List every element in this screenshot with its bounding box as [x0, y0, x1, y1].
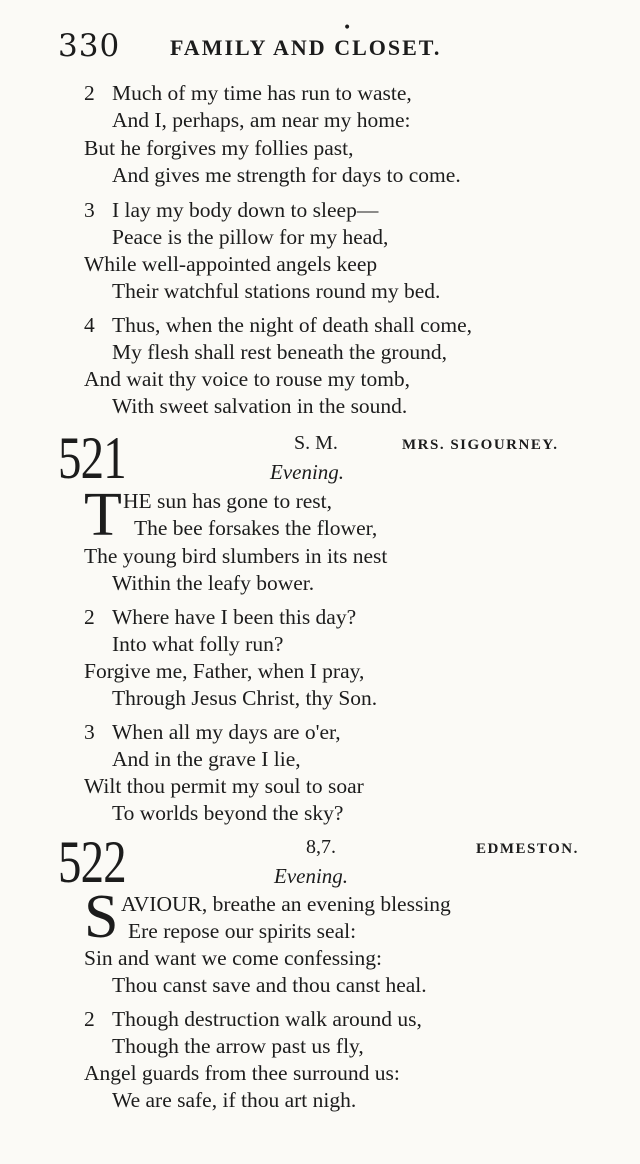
verse-number: 4	[84, 313, 95, 337]
hymn-meter: 8,7.	[306, 836, 336, 858]
verse-line: While well-appointed angels keep	[84, 252, 378, 276]
verse-line: Though the arrow past us fly,	[112, 1034, 364, 1058]
verse-line: 3 When all my days are o'er,	[84, 720, 341, 744]
verse-line: Thou canst save and thou canst heal.	[112, 973, 427, 997]
page-number: 330	[58, 28, 121, 64]
verse-line: We are safe, if thou art nigh.	[112, 1088, 357, 1112]
hymn-number: 521	[58, 425, 126, 491]
verse-line: 2 Much of my time has run to waste,	[84, 81, 412, 105]
hymn-author: MRS. SIGOURNEY.	[402, 437, 559, 453]
verse-line: The bee forsakes the flower,	[134, 516, 378, 540]
running-head: FAMILY AND CLOSET.	[170, 35, 442, 60]
drop-cap: S	[84, 883, 119, 951]
verse-line: Angel guards from thee surround us:	[84, 1061, 400, 1085]
verse-line: 3 I lay my body down to sleep—	[84, 198, 379, 222]
drop-cap: T	[84, 481, 122, 549]
verse-line: And gives me strength for days to come.	[112, 163, 461, 187]
hymn-occasion: Evening.	[274, 864, 349, 888]
hymn-number: 522	[58, 829, 126, 895]
verse-line: Forgive me, Father, when I pray,	[84, 659, 365, 683]
verse-line: With sweet salvation in the sound.	[112, 394, 408, 418]
verse-line: And I, perhaps, am near my home:	[112, 108, 411, 132]
verse-line: Wilt thou permit my soul to soar	[84, 774, 364, 798]
verse-line: Through Jesus Christ, thy Son.	[112, 686, 378, 710]
verse-line: 2 Where have I been this day?	[84, 605, 357, 629]
verse-line: And in the grave I lie,	[112, 747, 301, 771]
verse-line: Ere repose our spirits seal:	[128, 919, 357, 943]
verse-line: My flesh shall rest beneath the ground,	[112, 340, 447, 364]
verse-number: 3	[84, 198, 95, 222]
verse-number: 3	[84, 720, 95, 744]
verse-line: Within the leafy bower.	[112, 571, 315, 595]
hymn-meter: S. M.	[294, 432, 338, 454]
verse-number: 2	[84, 1007, 95, 1031]
verse-line: Peace is the pillow for my head,	[112, 225, 389, 249]
verse-line: Their watchful stations round my bed.	[112, 279, 441, 303]
verse-line: But he forgives my follies past,	[84, 136, 354, 160]
verse-line: Into what folly run?	[112, 632, 284, 656]
verse-line: Sin and want we come confessing:	[84, 946, 382, 970]
verse-line: The young bird slumbers in its nest	[84, 544, 388, 568]
verse-line: AVIOUR, breathe an evening blessing	[121, 892, 451, 916]
page-header	[58, 20, 600, 72]
verse-number: 2	[84, 605, 95, 629]
ink-speck: •	[343, 20, 352, 36]
hymn-occasion: Evening.	[270, 460, 345, 484]
verse-line: 4 Thus, when the night of death shall come,	[84, 313, 473, 337]
verse-line: HE sun has gone to rest,	[123, 489, 332, 513]
verse-number: 2	[84, 81, 95, 105]
hymn-author: EDMESTON.	[476, 841, 579, 857]
verse-line: To worlds beyond the sky?	[112, 801, 344, 825]
verse-line: And wait thy voice to rouse my tomb,	[84, 367, 411, 391]
verse-line: 2 Though destruction walk around us,	[84, 1007, 422, 1031]
